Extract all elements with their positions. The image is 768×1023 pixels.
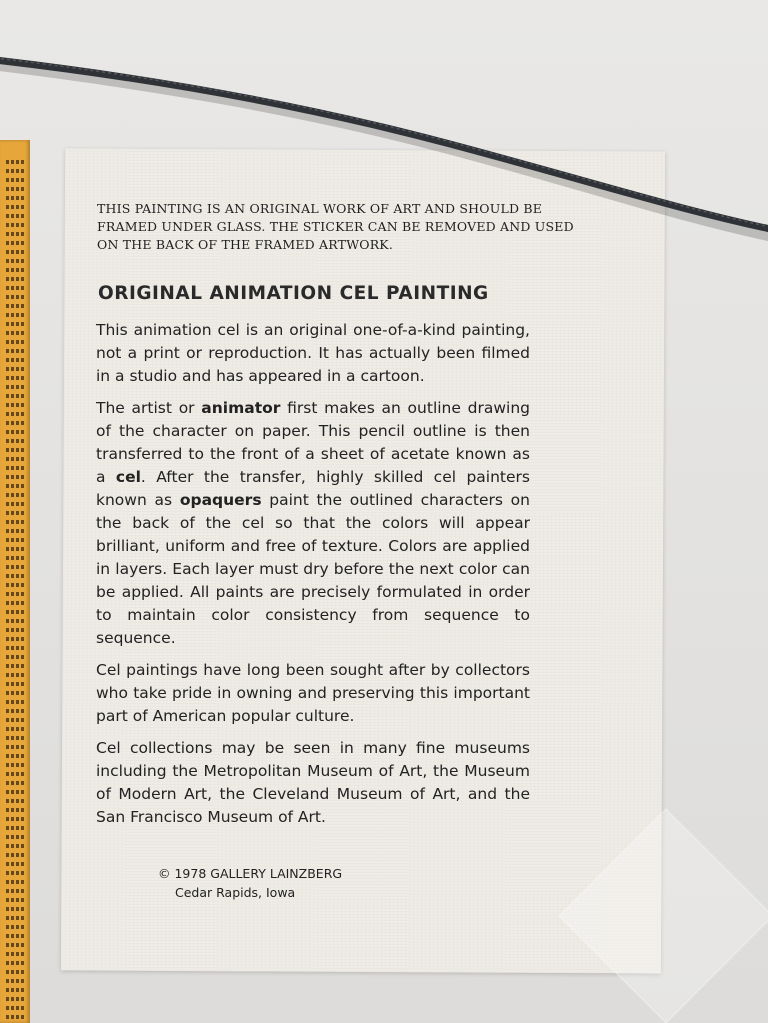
frame-ornament-pattern bbox=[6, 160, 24, 1023]
text-segment: first makes an outline drawing of the character on paper. This pencil outline is then transferred to the front of a sheet of acetate known as a bbox=[96, 399, 531, 486]
card-heading: ORIGINAL ANIMATION CEL PAINTING bbox=[98, 283, 489, 304]
copyright-line: © 1978 GALLERY LAINZBERG bbox=[158, 866, 343, 881]
text-segment: The artist or bbox=[96, 399, 202, 417]
term-animator: animator bbox=[201, 399, 281, 417]
text-segment: paint the outlined characters on the back of the cel so that the colors will appear brilliant, uniform and free of texture. Colors are applied in layers. Each layer must dry before the next color can be applied. All paints are precisely formulated in order to maintain color consistency from sequence to sequence. bbox=[96, 491, 530, 647]
term-cel: cel bbox=[115, 468, 141, 486]
paragraph-process bbox=[96, 397, 530, 650]
term-opaquers: opaquers bbox=[179, 491, 262, 509]
paragraph-museums: Cel collections may be seen in many fine museums including the Metropolitan Museum of Art, the Museum of Modern Art, the Cleveland Museum of Art, and the San Francisco Museum of Art. bbox=[96, 739, 530, 826]
location-line: Cedar Rapids, Iowa bbox=[175, 885, 296, 900]
paragraph-collectors: Cel paintings have long been sought after by collectors who take pride in owning and preserving this important part of American popular culture. bbox=[96, 661, 530, 725]
card-body bbox=[96, 319, 530, 838]
framing-notice: THIS PAINTING IS AN ORIGINAL WORK OF ART AND SHOULD BE FRAMED UNDER GLASS. THE STICKER CAN BE REMOVED AND USED ON THE BACK OF THE FRAMED ARTWORK. bbox=[97, 201, 574, 252]
text-segment: . After the transfer, highly skilled cel painters known as bbox=[96, 468, 530, 509]
paragraph-intro: This animation cel is an original one-of-a-kind painting, not a print or reproduction. It has actually been filmed in a studio and has appeared in a cartoon. bbox=[96, 321, 530, 385]
